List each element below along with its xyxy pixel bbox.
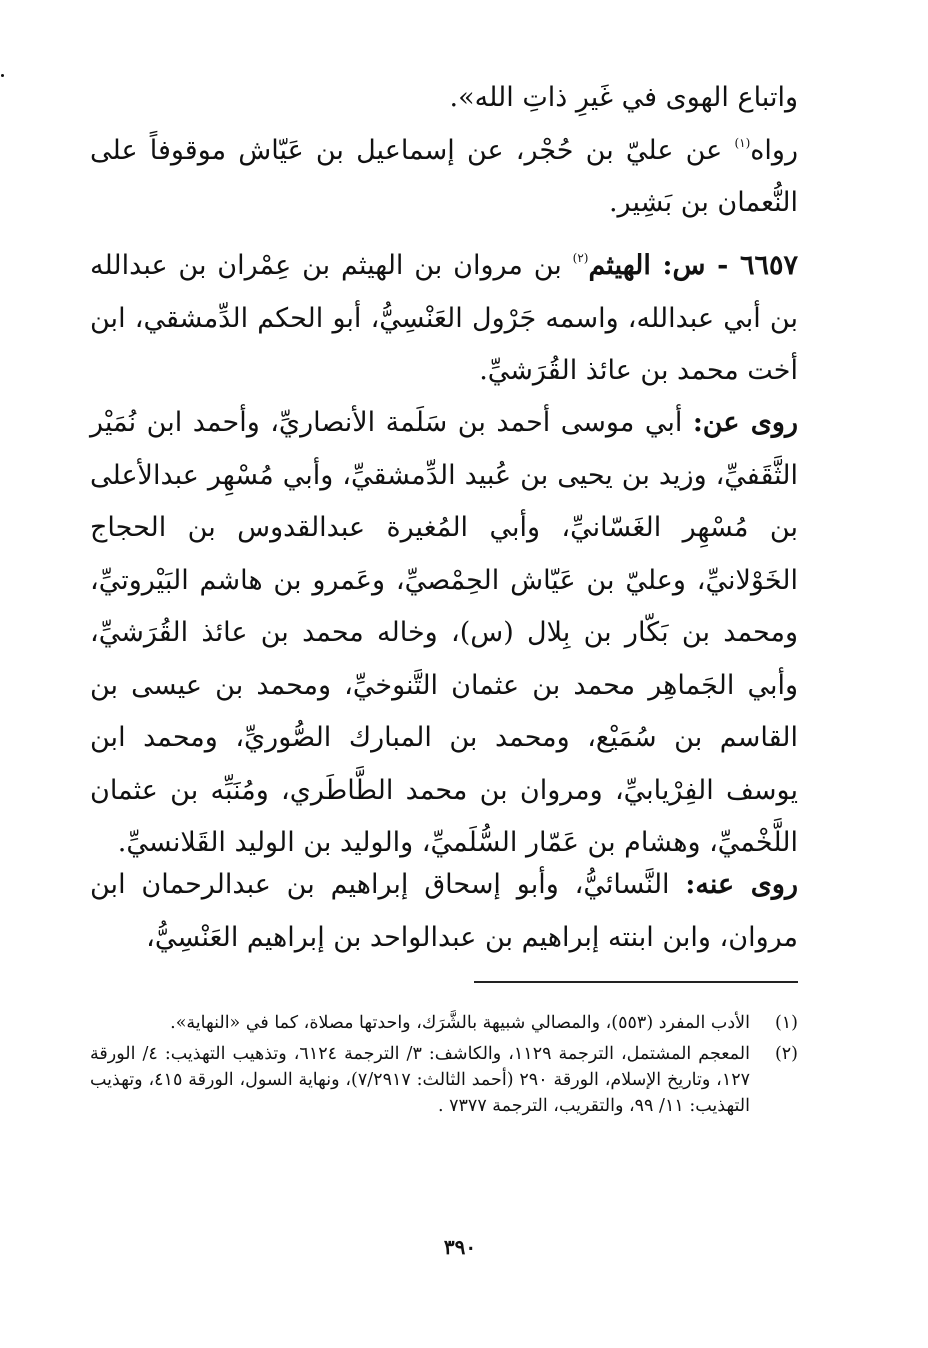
paragraph-hadith-end: [90, 72, 798, 230]
footnote-ref-2[interactable]: (٢): [572, 251, 589, 265]
footnote-text: الأدب المفرد (٥٥٣)، والمصالي شبيهة بالشَّرَك، واحدتها مصلاة، كما في «النهاية».: [170, 1013, 750, 1033]
entry-body: بن مروان بن الهيثم بن عِمْران بن عبدالله بن أبي عبدالله، واسمه جَرْول العَنْسِيُّ، أبو الحكم الدِّمشقي، ابن أخت محمد بن عائذ القُرَشيِّ.: [90, 250, 798, 386]
narrated-from-label: روى عن:: [692, 407, 798, 438]
entry-paragraph: [90, 240, 798, 398]
hadith-end-line: واتباع الهوى في غَيرِ ذاتِ الله».: [449, 82, 798, 113]
footnote-text: المعجم المشتمل، الترجمة ١١٢٩، والكاشف: ٣/ الترجمة ٦١٢٤، وتذهيب التهذيب: ٤/ الورقة ١٢٧، وتاريخ الإسلام، الورقة ٢٩٠ (أحمد الثالث: ٧/٢٩١٧)، ونهاية السول، الورقة ٤١٥، وتهذيب التهذيب: ١١/ ٩٩، والتقريب، الترجمة ٧٣٧٧ .: [90, 1044, 751, 1116]
narrated-by-paragraph: [90, 859, 798, 964]
margin-mark: [1, 74, 4, 77]
riwayah-text: عن عليّ بن حُجْر، عن إسماعيل بن عَيّاش موقوفاً على النُّعمان بن بَشِير.: [90, 134, 798, 218]
narrated-by-text: النَّسائيُّ، وأبو إسحاق إبراهيم بن عبدالرحمان ابن مروان، وابن ابنته إبراهيم بن عبدالواحد بن إبراهيم العَنْسِيُّ،: [90, 869, 798, 953]
footnote-number: (٢): [774, 1044, 798, 1064]
footnote-2: [90, 1041, 798, 1119]
footnotes: [90, 1010, 798, 1124]
footnote-number: (١): [774, 1013, 798, 1033]
entry-number: ٦٦٥٧ - س: الهيثم: [588, 250, 798, 281]
riwayah-prefix: رواه: [750, 134, 798, 166]
footnote-1: [90, 1010, 798, 1036]
narrated-by-label: روى عنه:: [685, 869, 798, 900]
footnote-separator: [474, 981, 798, 983]
narrated-from-text: أبي موسى أحمد بن سَلَمة الأنصاريِّ، وأحمد ابن نُمَيْر الثَّقَفيِّ، وزيد بن يحيى بن عُبيد الدِّمشقيِّ، وأبي مُسْهِر عبدالأعلى بن مُسْهِر الغَسّانيِّ، وأبي المُغيرة عبدالقدوس بن الحجاج الخَوْلانيِّ، وعليّ بن عَيّاش الحِمْصيِّ، وعَمرو بن هاشم البَيْروتيِّ، ومحمد بن بَكّار بن بِلال (س)، وخاله محمد بن عائذ القُرَشيِّ، وأبي الجَماهِر محمد بن عثمان التَّنوخيِّ، ومحمد بن عيسى بن القاسم بن سُمَيْع، ومحمد بن المبارك الصُّوريِّ، ومحمد ابن يوسف الفِرْيابيِّ، ومروان بن محمد الطَّاطَري، ومُنَبِّه بن عثمان اللَّخْميِّ، وهشام بن عَمّار السُّلَميِّ، والوليد بن الوليد القَلانسيِّ.: [90, 407, 798, 858]
page-number: ٣٩٠: [443, 1235, 477, 1259]
riwayah-paragraph: [90, 125, 798, 230]
footnote-ref-1[interactable]: (١): [734, 135, 751, 150]
narrated-from-paragraph: [90, 397, 798, 870]
